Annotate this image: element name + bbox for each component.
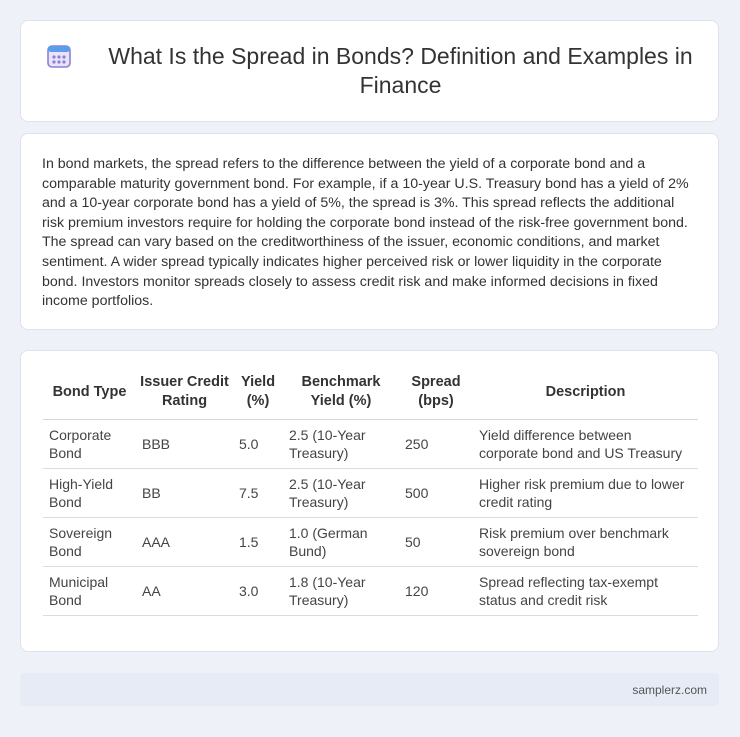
intro-paragraph: In bond markets, the spread refers to the difference between the yield of a corporate bond and a comparable maturity government bond. For example, if a 10-year U.S. Treasury bond has a yield of 2% and a 10-year corporate bond has a yield of 5%, the spread is 3%. This spread reflects the additional risk premium investors require for holding the corporate bond instead of the risk-free government bond. The spread can vary based on the creditworthiness of the issuer, economic conditions, and market sentiment. A wider spread typically indicates higher perceived risk or lower liquidity in the corporate bond. Investors monitor spreads closely to assess credit risk and make informed decisions in fixed income portfolios. xyxy=(42,156,689,310)
table-row xyxy=(43,420,698,469)
cell-spread: 120 xyxy=(399,567,473,616)
cell-benchmark-yield: 1.8 (10-Year Treasury) xyxy=(283,567,399,616)
cell-credit-rating: AA xyxy=(136,567,233,616)
title-row xyxy=(21,21,718,121)
calendar-icon xyxy=(45,42,73,70)
cell-bond-type: Corporate Bond xyxy=(43,420,136,469)
header-description: Description xyxy=(473,373,698,420)
intro-card xyxy=(20,133,719,330)
cell-yield: 5.0 xyxy=(233,420,283,469)
header-bond-type: Bond Type xyxy=(43,373,136,420)
cell-description: Higher risk premium due to lower credit rating xyxy=(473,469,698,518)
cell-bond-type: Sovereign Bond xyxy=(43,518,136,567)
cell-benchmark-yield: 1.0 (German Bund) xyxy=(283,518,399,567)
cell-yield: 1.5 xyxy=(233,518,283,567)
cell-description: Spread reflecting tax-exempt status and credit risk xyxy=(473,567,698,616)
cell-yield: 7.5 xyxy=(233,469,283,518)
header-yield: Yield (%) xyxy=(233,373,283,420)
table-row xyxy=(43,518,698,567)
title-card xyxy=(20,20,719,122)
cell-spread: 250 xyxy=(399,420,473,469)
footer-site-link[interactable]: samplerz.com xyxy=(632,683,707,697)
header-credit-rating: Issuer Credit Rating xyxy=(136,373,233,420)
cell-credit-rating: BBB xyxy=(136,420,233,469)
cell-description: Yield difference between corporate bond and US Treasury xyxy=(473,420,698,469)
cell-yield: 3.0 xyxy=(233,567,283,616)
cell-benchmark-yield: 2.5 (10-Year Treasury) xyxy=(283,469,399,518)
header-spread: Spread (bps) xyxy=(399,373,473,420)
cell-bond-type: Municipal Bond xyxy=(43,567,136,616)
cell-bond-type: High-Yield Bond xyxy=(43,469,136,518)
cell-benchmark-yield: 2.5 (10-Year Treasury) xyxy=(283,420,399,469)
cell-description: Risk premium over benchmark sovereign bond xyxy=(473,518,698,567)
header-benchmark-yield: Benchmark Yield (%) xyxy=(283,373,399,420)
table-header-row xyxy=(43,373,698,420)
cell-spread: 50 xyxy=(399,518,473,567)
bond-spread-table xyxy=(43,373,698,616)
cell-credit-rating: AAA xyxy=(136,518,233,567)
footer-bar xyxy=(20,673,719,706)
table-row xyxy=(43,567,698,616)
page-title: What Is the Spread in Bonds? Definition and Examples in Finance xyxy=(108,43,693,98)
table-card xyxy=(20,350,719,652)
cell-credit-rating: BB xyxy=(136,469,233,518)
cell-spread: 500 xyxy=(399,469,473,518)
table-row xyxy=(43,469,698,518)
